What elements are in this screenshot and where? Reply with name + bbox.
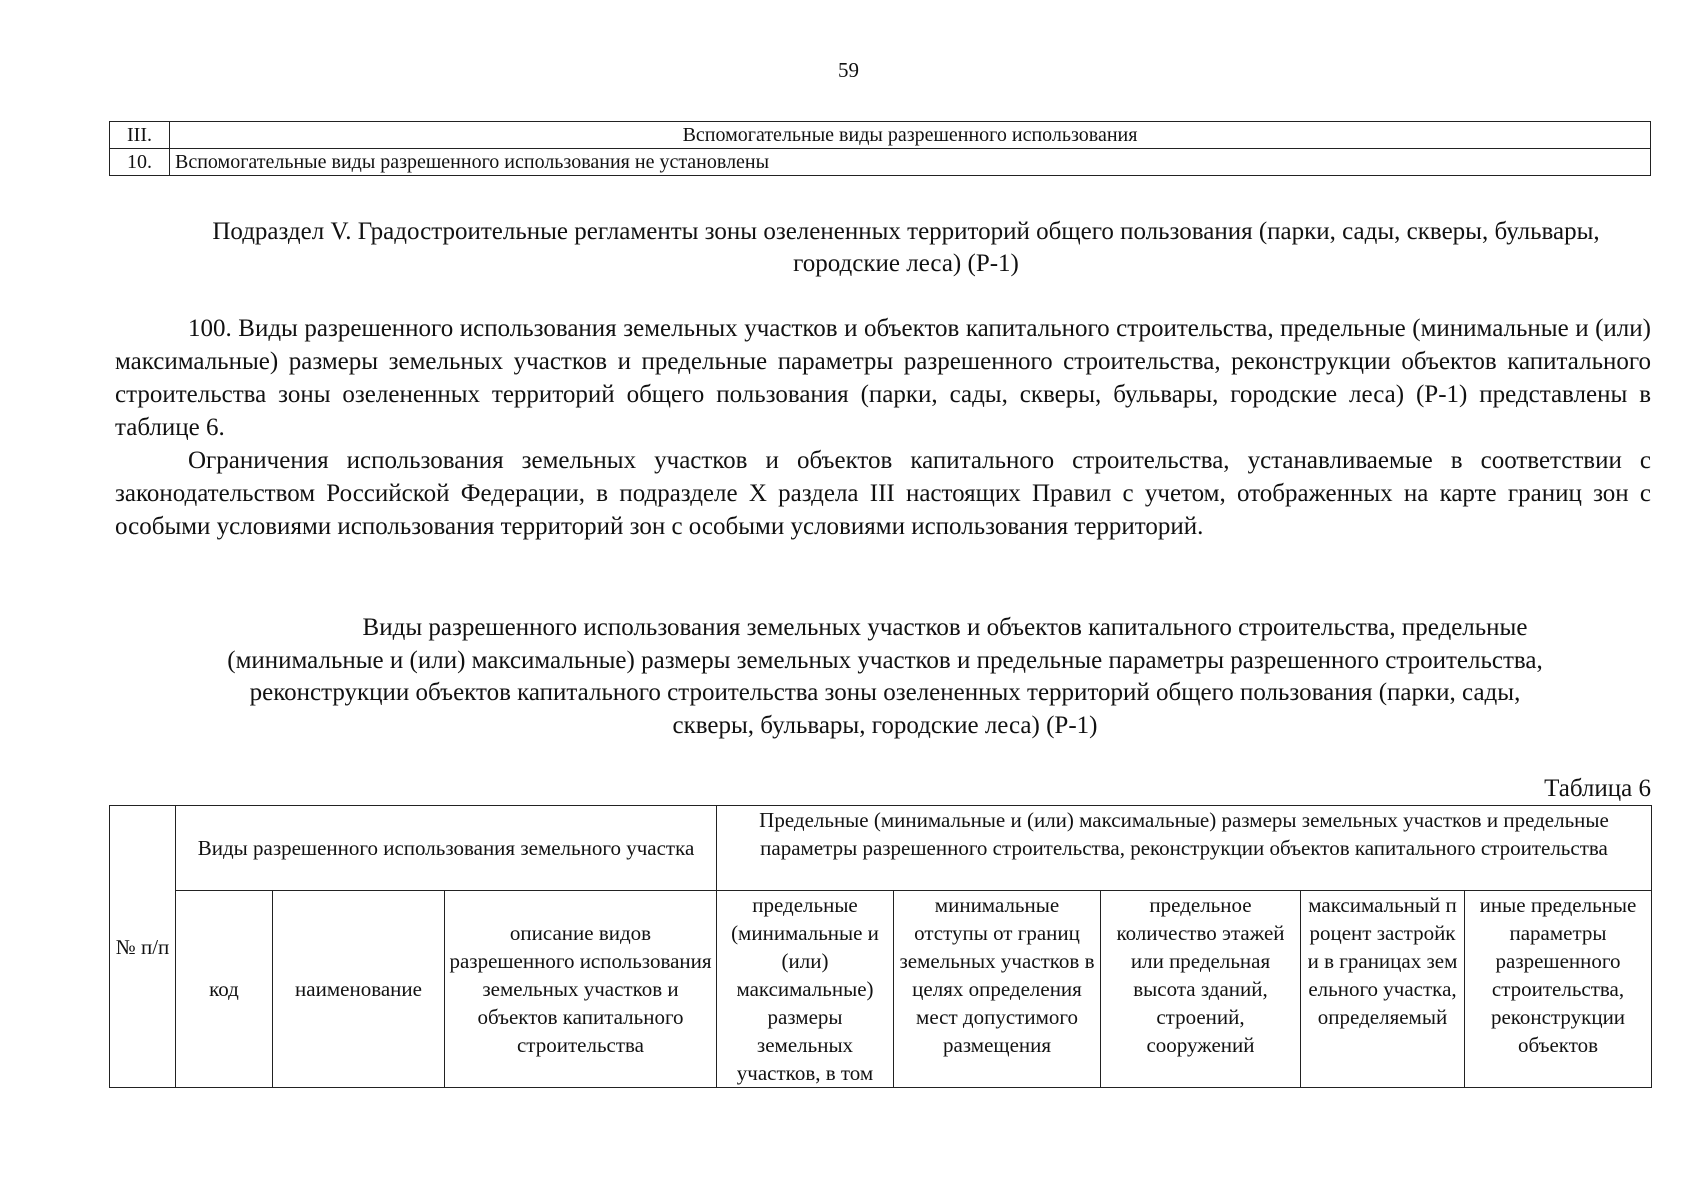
header-group-limits: Предельные (минимальные и (или) максимальные) размеры земельных участков и предельные параметры разрешенного строительства, реконструкции объектов капитального строительства <box>717 806 1652 891</box>
header-setbacks <box>894 891 1101 1088</box>
table-caption <box>130 612 1640 742</box>
paragraph: Ограничения использования земельных участков и объектов капитального строительства, устанавливаемые в соответствии с законодательством Российской Федерации, в подразделе X раздела III настоящих Правил с учетом, отображенных на карте границ зон с особыми условиями использования территорий зон с особыми условиями использования территорий. <box>115 447 1651 540</box>
header-name: наименование <box>273 891 445 1088</box>
row-text: Вспомогательные виды разрешенного использования <box>170 122 1651 149</box>
subsection-title: Подраздел V. Градостроительные регламенты зоны озелененных территорий общего пользования (парки, сады, скверы, бульвары, городские леса) (Р-1) <box>212 218 1600 277</box>
top-table <box>109 121 1651 176</box>
regulations-table <box>109 805 1652 1088</box>
header-setbacks-text: минимальные отступы от границ земельных участков в целях определения мест допустимого размещения <box>899 893 1095 1057</box>
table-row <box>110 122 1651 149</box>
row-number: 10. <box>110 149 170 176</box>
caption-line: скверы, бульвары, городские леса) (Р-1) <box>672 711 1098 739</box>
header-code: код <box>176 891 273 1088</box>
header-floors-text: предельное количество этажей или предельная высота зданий, строений, сооружений <box>1116 893 1285 1057</box>
row-number: III. <box>110 122 170 149</box>
paragraph: 100. Виды разрешенного использования земельных участков и объектов капитального строительства, предельные (минимальные и (или) максимальные) размеры земельных участков и предельные параметры разрешенного строительства, реконструкции объектов капитального строительства зоны озелененных территорий общего пользования (парки, сады, скверы, бульвары, городские леса) (Р-1) представлены в таблице 6. <box>115 315 1651 441</box>
caption-line: реконструкции объектов капитального строительства зоны озелененных территорий общего пользования (парки, сады, <box>249 679 1521 706</box>
header-sizes <box>717 891 894 1088</box>
caption-line: (минимальные и (или) максимальные) размеры земельных участков и предельные параметры разрешенного строительства, <box>227 646 1543 674</box>
header-floors <box>1101 891 1301 1088</box>
header-description: описание видов разрешенного использования земельных участков и объектов капитального строительства <box>445 891 717 1088</box>
page-number: 59 <box>838 58 859 82</box>
header-coverage-text: максимальный процент застройки в границах земельного участка, определяемый <box>1307 893 1458 1029</box>
header-other <box>1465 891 1652 1088</box>
table-row <box>110 149 1651 176</box>
header-other-text: иные предельные параметры разрешенного строительства, реконструкции объектов <box>1479 893 1637 1057</box>
header-sizes-text: предельные (минимальные и (или) максимальные) размеры земельных участков, в том <box>731 893 879 1085</box>
row-text: Вспомогательные виды разрешенного использования не установлены <box>170 149 1651 176</box>
header-group-usage: Виды разрешенного использования земельного участка <box>176 806 717 891</box>
caption-line: Виды разрешенного использования земельных участков и объектов капитального строительства, предельные <box>362 614 1528 641</box>
table-label: Таблица 6 <box>1544 775 1651 802</box>
body-text <box>115 312 1651 543</box>
header-coverage <box>1301 891 1465 1088</box>
header-number: № п/п <box>110 806 176 1088</box>
